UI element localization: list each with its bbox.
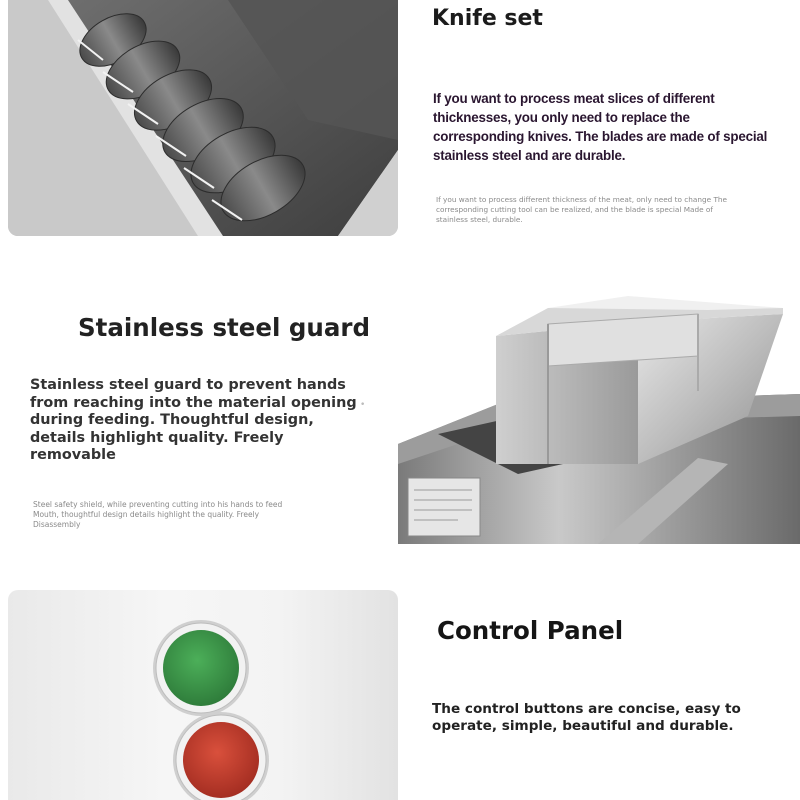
guard-title: Stainless steel guard [78,313,371,342]
knife-set-description: If you want to process meat slices of different thicknesses, you only need to replace the corresponding knives. The blades are made of special stainless steel and are durable. [433,91,768,163]
knife-set-title: Knife set [432,6,543,31]
decorative-dot: • [360,400,366,410]
control-panel-title: Control Panel [437,616,624,645]
knife-set-caption: If you want to process different thickness of the meat, only need to change The corresponding cutting tool can be realized, and the blade is special Made of stainless steel, durable. [436,195,728,224]
guard-photo [398,286,800,544]
knife-set-section [0,0,800,245]
knife-set-photo [8,0,398,236]
control-panel-section [0,580,800,800]
guard-description: Stainless steel guard to prevent hands from reaching into the material opening during feeding. Thoughtful design, details highlight quality. Freely removable [30,377,357,463]
control-panel-photo [8,590,398,800]
guard-section [0,280,800,550]
stop-button-icon [173,712,269,800]
guard-caption: Steel safety shield, while preventing cutting into his hands to feed Mouth, thoughtful design details highlight the quality. Freely Disassembly [33,500,283,529]
start-button-icon [153,620,249,716]
control-panel-description: The control buttons are concise, easy to operate, simple, beautiful and durable. [432,701,741,734]
